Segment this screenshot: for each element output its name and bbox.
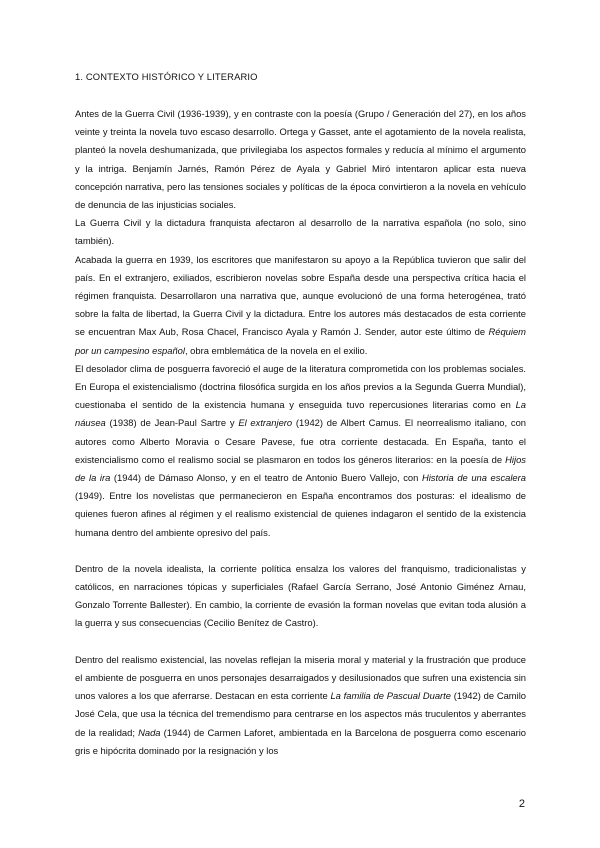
body-text: (1942) de Albert Camus. El neorrealismo italiano, con autores como Alberto Moravia o Cesare Pavese, fue otra corriente destacada. En España, tanto el existencialismo como el realismo social se plasmaron en todos los géneros literarios: en la poesía de — [75, 417, 527, 465]
body-text: (1944) de Carmen Laforet, ambientada en la Barcelona de posguerra como escenario gris e hipócrita dominado por la resignación y los — [75, 726, 526, 756]
body-text: (1949). Entre los novelistas que permanecieron en España encontramos dos posturas: el idealismo de quienes fueron afines al régimen y el realismo existencial de quienes indagaron el sentido de la existencia humana dentro del ambiente opresivo del país. — [75, 490, 526, 538]
page-number: 2 — [518, 798, 525, 810]
italic-title-text: Réquiem por un campesino español — [75, 326, 526, 356]
section-title: 1. CONTEXTO HISTÓRICO Y LITERARIO — [75, 71, 258, 82]
paragraph-guerra-civil — [75, 214, 526, 250]
body-text: La Guerra Civil y la dictadura franquista afectaron al desarrollo de la narrativa española (no solo, sino también). — [75, 217, 526, 247]
body-text: (1942) de Camilo José Cela, que usa la técnica del tremendismo para centrarse en los aspectos más truculentos y aberrantes de la realidad; — [75, 690, 526, 738]
body-text: (1938) de Jean-Paul Sartre y — [105, 417, 239, 429]
paragraph-preguerra — [75, 105, 526, 214]
italic-title-text: La familia de Pascual Duarte — [330, 690, 451, 702]
italic-title-text: Historia de una escalera — [421, 472, 526, 484]
italic-title-text: La náusea — [75, 399, 526, 429]
body-text: El desolador clima de posguerra favoreció el auge de la literatura comprometida con los problemas sociales. En Europa el existencialismo (doctrina filosófica surgida en los años previos a la Segunda Guerra Mundial), cuestionaba el sentido de la existencia humana y enseguida tuvo repercusiones literarias como en — [75, 362, 526, 411]
paragraph-posguerra — [75, 360, 526, 542]
paragraph-novela-idealista — [75, 560, 526, 633]
italic-title-text: Nada — [138, 726, 161, 738]
body-text: , obra emblemática de la novela en el exilio. — [184, 344, 368, 356]
body-text: Dentro del realismo existencial, las novelas reflejan la miseria moral y material y la frustración que produce el ambiente de posguerra en unos personajes desarraigados y desilusionados que sufren una existencia sin unos valores a los que aferrarse. Destacan en esta corriente — [75, 653, 526, 702]
paragraph-exilio — [75, 251, 526, 360]
body-text: Dentro de la novela idealista, la corriente política ensalza los valores del franquismo, tradicionalistas y católicos, en narraciones tópicas y superficiales (Rafael García Serrano, José Antonio Giménez Arnau, Gonzalo Torrente Ballester). En cambio, la corriente de evasión la forman novelas que evitan toda alusión a la guerra y sus consecuencias (Cecilio Benítez de Castro). — [75, 562, 526, 629]
body-text: Acabada la guerra en 1939, los escritores que manifestaron su apoyo a la República tuvieron que salir del país. En el extranjero, exiliados, escribieron novelas sobre España desde una perspectiva crítica hacia el régimen franquista. Desarrollaron una narrativa que, aunque evolucionó de una forma heterogénea, trató sobre la falta de libertad, la Guerra Civil y la dictadura. Entre los autores más destacados de esta corriente se encuentran Max Aub, Rosa Chacel, Francisco Ayala y Ramón J. Sender, autor este último de — [75, 253, 526, 338]
body-text: (1944) de Dámaso Alonso, y en el teatro de Antonio Buero Vallejo, con — [110, 472, 422, 484]
italic-title-text: Hijos de la ira — [75, 453, 526, 484]
italic-title-text: El extranjero — [238, 417, 293, 429]
body-text: Antes de la Guerra Civil (1936-1939), y en contraste con la poesía (Grupo / Generación del 27), en los años veinte y treinta la novela tuvo escaso desarrollo. Ortega y Gasset, ante el agotamiento de la novela realista, planteó la novela deshumanizada, que privilegiaba los aspectos formales y reducía al mínimo el argumento y la intriga. Benjamín Jarnés, Ramón Pérez de Ayala y Gabriel Miró intentaron aplicar esta nueva concepción narrativa, pero las tensiones sociales y políticas de la época convirtieron a la novela en vehículo de denuncia de las injusticias sociales. — [75, 108, 526, 211]
paragraph-realismo-existencial — [75, 651, 526, 760]
document-page — [75, 70, 526, 760]
